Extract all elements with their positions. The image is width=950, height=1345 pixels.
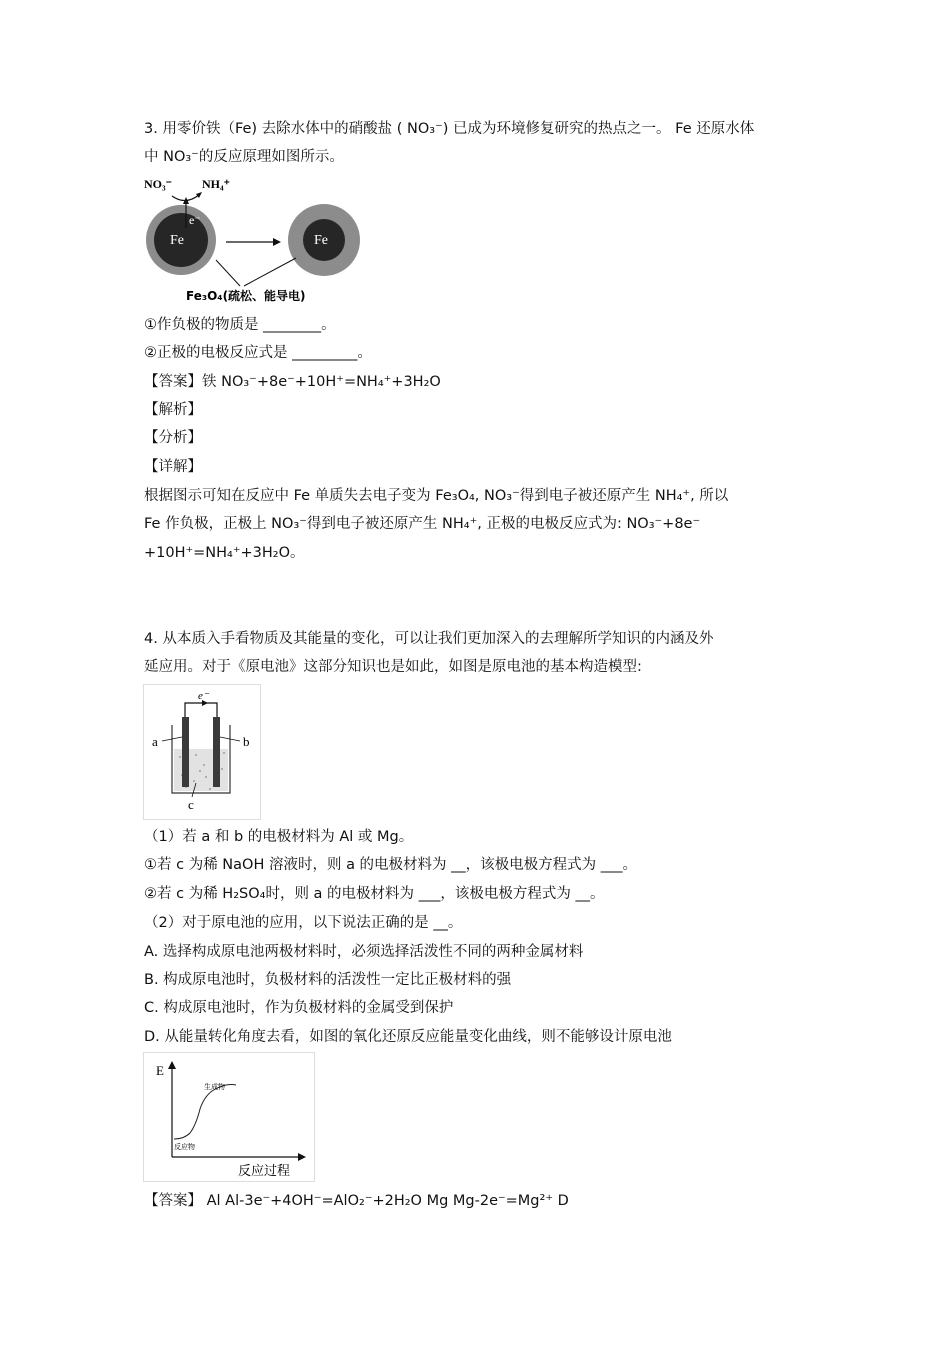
q4-option-a: A. 选择构成原电池两极材料时，必须选择活泼性不同的两种金属材料: [144, 944, 584, 960]
fe-left-label: Fe: [170, 233, 184, 248]
q4-part1-a: ①若 c 为稀 NaOH 溶液时，则 a 的电极材料为 __，该极电极方程式为 ___。: [144, 857, 638, 873]
q3-sub1: ①作负极的物质是 ________。: [144, 317, 336, 333]
q3-analysis-heading: 【解析】: [144, 402, 202, 418]
q3-stem-line2: 中 NO₃⁻的反应原理如图所示。: [144, 149, 344, 165]
q4-option-d: D. 从能量转化角度去看，如图的氧化还原反应能量变化曲线，则不能够设计原电池: [144, 1029, 672, 1045]
fe3o4-caption: Fe₃O₄(疏松、能导电): [186, 289, 306, 303]
q3-detail-heading: 【详解】: [144, 459, 202, 475]
energy-axis-label: E: [156, 1063, 164, 1078]
electron-label: e⁻: [189, 213, 201, 227]
q4-option-b: B. 构成原电池时，负极材料的活泼性一定比正极材料的强: [144, 972, 512, 988]
energy-curve: [174, 1085, 236, 1140]
q4-part1: （1）若 a 和 b 的电极材料为 Al 或 Mg。: [144, 829, 414, 845]
q3-detail-line2: Fe 作负极，正极上 NO₃⁻得到电子被还原产生 NH₄⁺, 正极的电极反应式为: NO₃⁻+8e⁻: [144, 516, 701, 532]
q4-option-c: C. 构成原电池时，作为负极材料的金属受到保护: [144, 1000, 454, 1016]
no3-label: NO₃⁻: [144, 177, 172, 191]
reaction-progress-label: 反应过程: [238, 1164, 291, 1179]
galvanic-cell-diagram: [143, 684, 261, 820]
q3-detail-line1: 根据图示可知在反应中 Fe 单质失去电子变为 Fe₃O₄, NO₃⁻得到电子被还原产生 NH₄⁺, 所以: [144, 488, 729, 504]
energy-diagram: [143, 1052, 315, 1182]
q3-stem-line1: 3. 用零价铁（Fe) 去除水体中的硝酸盐 ( NO₃⁻) 已成为环境修复研究的热点之一。 Fe 还原水体: [144, 121, 755, 137]
q4-part2: （2）对于原电池的应用，以下说法正确的是 __。: [144, 915, 463, 931]
q3-detail-line3: +10H⁺=NH₄⁺+3H₂O。: [144, 545, 305, 561]
q3-sub2: ②正极的电极反应式是 _________。: [144, 345, 372, 361]
electrode-a-label: a: [152, 734, 158, 749]
fe-reaction-diagram: [142, 174, 372, 306]
electrolyte-c-label: c: [188, 797, 194, 812]
product-label: 生成物: [204, 1083, 225, 1091]
electrode-b-label: b: [243, 734, 250, 749]
q3-fenxi-heading: 【分析】: [144, 430, 202, 446]
q4-part1-b: ②若 c 为稀 H₂SO₄时，则 a 的电极材料为 ___，该极电极方程式为 __。: [144, 886, 605, 902]
q4-stem-line2: 延应用。对于《原电池》这部分知识也是如此，如图是原电池的基本构造模型:: [144, 659, 642, 675]
fe-right-label: Fe: [314, 233, 328, 248]
q4-stem-line1: 4. 从本质入手看物质及其能量的变化，可以让我们更加深入的去理解所学知识的内涵及外: [144, 631, 714, 647]
q4-answer: 【答案】 Al Al-3e⁻+4OH⁻=AlO₂⁻+2H₂O Mg Mg-2e⁻=Mg²⁺ D: [144, 1193, 569, 1209]
electron-label: e⁻: [198, 690, 209, 702]
q3-answer: 【答案】铁 NO₃⁻+8e⁻+10H⁺=NH₄⁺+3H₂O: [144, 374, 441, 390]
reactant-label: 反应物: [174, 1143, 195, 1151]
nh4-label: NH₄⁺: [202, 177, 230, 191]
